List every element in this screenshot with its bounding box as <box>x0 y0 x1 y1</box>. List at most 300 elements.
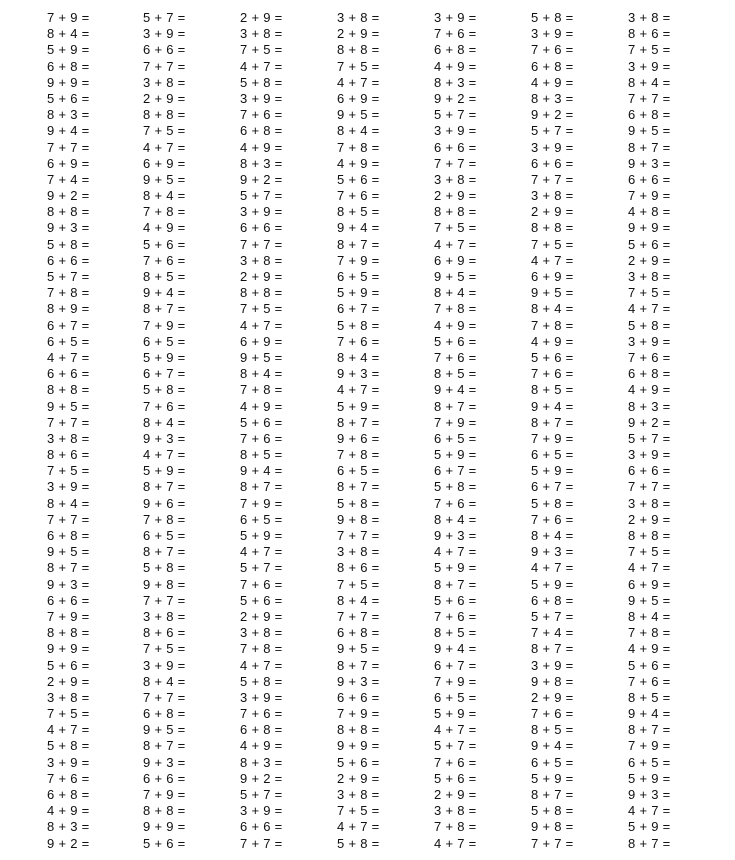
addition-problem: 7 + 8 = <box>240 641 283 657</box>
addition-problem: 8 + 8 = <box>434 204 477 220</box>
addition-problem: 8 + 8 = <box>47 382 90 398</box>
addition-problem: 2 + 9 = <box>434 188 477 204</box>
addition-problem: 8 + 4 = <box>337 349 380 365</box>
addition-problem: 9 + 5 = <box>240 349 283 365</box>
addition-problem: 6 + 6 = <box>143 770 186 786</box>
addition-problem: 5 + 9 = <box>337 285 380 301</box>
addition-problem: 5 + 6 = <box>47 90 90 106</box>
addition-problem: 8 + 8 = <box>240 285 283 301</box>
addition-problem: 7 + 5 = <box>337 803 380 819</box>
addition-problem: 3 + 9 = <box>434 123 477 139</box>
addition-problem: 7 + 9 = <box>628 188 671 204</box>
addition-problem: 7 + 7 = <box>47 414 90 430</box>
addition-problem: 8 + 9 = <box>47 301 90 317</box>
addition-problem: 6 + 5 = <box>337 463 380 479</box>
addition-problem: 9 + 9 = <box>143 819 186 835</box>
addition-problem: 5 + 6 = <box>337 171 380 187</box>
addition-problem: 9 + 3 = <box>337 366 380 382</box>
addition-problem: 6 + 5 = <box>47 333 90 349</box>
addition-problem: 4 + 7 = <box>47 722 90 738</box>
addition-problem: 3 + 9 = <box>531 26 574 42</box>
addition-problem: 8 + 3 = <box>434 74 477 90</box>
addition-problem: 9 + 5 = <box>531 285 574 301</box>
addition-problem: 7 + 6 = <box>337 333 380 349</box>
addition-problem: 5 + 8 = <box>143 382 186 398</box>
addition-problem: 5 + 9 = <box>531 770 574 786</box>
addition-problem: 7 + 6 = <box>628 673 671 689</box>
addition-problem: 8 + 7 = <box>337 414 380 430</box>
addition-problem: 7 + 6 = <box>531 706 574 722</box>
addition-problem: 5 + 8 = <box>240 673 283 689</box>
addition-problem: 5 + 6 = <box>434 770 477 786</box>
addition-problem: 9 + 2 = <box>628 414 671 430</box>
addition-problem: 6 + 5 = <box>628 754 671 770</box>
addition-problem: 9 + 3 = <box>531 544 574 560</box>
addition-problem: 5 + 6 = <box>240 592 283 608</box>
addition-problem: 7 + 8 = <box>143 204 186 220</box>
addition-problem: 7 + 7 = <box>47 139 90 155</box>
addition-problem: 4 + 7 = <box>434 544 477 560</box>
addition-problem: 3 + 9 = <box>47 479 90 495</box>
addition-problem: 8 + 8 = <box>143 107 186 123</box>
addition-problem: 7 + 8 = <box>434 301 477 317</box>
addition-problem: 8 + 6 = <box>143 625 186 641</box>
addition-problem: 3 + 9 = <box>434 10 477 25</box>
addition-problem: 3 + 8 = <box>628 269 671 284</box>
addition-problem: 3 + 8 = <box>531 188 574 204</box>
addition-problem: 9 + 9 = <box>628 220 671 236</box>
addition-problem: 7 + 5 = <box>628 285 671 301</box>
addition-problem: 9 + 3 = <box>143 754 186 770</box>
addition-problem: 3 + 9 = <box>143 657 186 673</box>
addition-problem: 4 + 7 = <box>240 317 283 333</box>
addition-problem: 2 + 9 = <box>47 673 90 689</box>
addition-problem: 8 + 4 = <box>434 511 477 527</box>
addition-problem: 7 + 6 = <box>531 42 574 58</box>
addition-problem: 8 + 7 = <box>337 236 380 252</box>
addition-problem: 7 + 5 = <box>240 42 283 58</box>
addition-problem: 2 + 9 = <box>434 787 477 802</box>
addition-problem: 7 + 6 = <box>337 188 380 204</box>
addition-problem: 7 + 8 = <box>240 382 283 398</box>
addition-problem: 9 + 8 = <box>531 819 574 835</box>
addition-problem: 9 + 4 = <box>434 641 477 657</box>
addition-problem: 3 + 9 = <box>143 26 186 42</box>
addition-problem: 6 + 9 = <box>47 155 90 171</box>
addition-problem: 3 + 8 = <box>337 544 380 560</box>
addition-problem: 7 + 6 = <box>531 366 574 382</box>
addition-problem: 7 + 7 = <box>143 689 186 705</box>
addition-problem: 8 + 4 = <box>337 123 380 139</box>
addition-problem: 3 + 8 = <box>240 625 283 641</box>
addition-problem: 9 + 5 = <box>143 722 186 738</box>
addition-problem: 8 + 4 = <box>143 188 186 204</box>
addition-problem: 6 + 5 = <box>143 333 186 349</box>
addition-problem: 6 + 7 = <box>434 657 477 673</box>
addition-problem: 9 + 4 = <box>628 706 671 722</box>
addition-problem: 8 + 5 = <box>531 382 574 398</box>
addition-problem: 8 + 8 = <box>531 220 574 236</box>
addition-problem: 7 + 9 = <box>143 787 186 802</box>
addition-problem: 8 + 7 = <box>628 835 671 851</box>
addition-problem: 7 + 5 = <box>143 641 186 657</box>
addition-problem: 9 + 4 = <box>531 398 574 414</box>
addition-problem: 4 + 7 = <box>143 139 186 155</box>
addition-problem: 8 + 7 = <box>47 560 90 576</box>
addition-problem: 6 + 5 = <box>434 430 477 446</box>
addition-problem: 3 + 8 = <box>143 74 186 90</box>
addition-problem: 7 + 7 = <box>240 835 283 851</box>
addition-problem: 8 + 3 = <box>47 819 90 835</box>
addition-problem: 8 + 7 = <box>143 738 186 754</box>
addition-problem: 6 + 5 = <box>531 754 574 770</box>
addition-problem: 9 + 5 = <box>628 123 671 139</box>
addition-problem: 7 + 6 = <box>240 576 283 592</box>
addition-problem: 7 + 9 = <box>47 608 90 624</box>
addition-problem: 8 + 8 = <box>47 204 90 220</box>
addition-problem: 7 + 5 = <box>47 463 90 479</box>
addition-problem: 8 + 5 = <box>434 625 477 641</box>
addition-problem: 8 + 7 = <box>531 414 574 430</box>
addition-problem: 6 + 9 = <box>531 269 574 284</box>
addition-problem: 5 + 6 = <box>628 236 671 252</box>
addition-problem: 6 + 6 = <box>531 155 574 171</box>
addition-problem: 3 + 8 = <box>143 608 186 624</box>
addition-problem: 5 + 7 = <box>240 188 283 204</box>
addition-problem: 9 + 2 = <box>240 171 283 187</box>
addition-problem: 7 + 5 = <box>240 301 283 317</box>
addition-problem: 9 + 9 = <box>47 641 90 657</box>
addition-problem: 7 + 6 = <box>240 107 283 123</box>
addition-problem: 4 + 7 = <box>240 58 283 74</box>
addition-problem: 9 + 2 = <box>47 188 90 204</box>
addition-problem: 7 + 4 = <box>531 625 574 641</box>
addition-problem: 5 + 8 = <box>434 479 477 495</box>
addition-problem: 5 + 7 = <box>434 738 477 754</box>
addition-problem: 4 + 9 = <box>628 641 671 657</box>
addition-problem: 7 + 7 = <box>47 511 90 527</box>
addition-problem: 9 + 5 = <box>337 107 380 123</box>
problem-column-1 <box>47 10 137 852</box>
addition-problem: 5 + 9 = <box>240 528 283 543</box>
addition-problem: 8 + 7 = <box>143 479 186 495</box>
addition-problem: 9 + 4 = <box>337 220 380 236</box>
addition-problem: 3 + 9 = <box>531 139 574 155</box>
addition-problem: 8 + 8 = <box>143 803 186 819</box>
addition-problem: 5 + 7 = <box>434 107 477 123</box>
addition-problem: 5 + 8 = <box>47 236 90 252</box>
addition-problem: 6 + 5 = <box>240 511 283 527</box>
addition-problem: 6 + 7 = <box>143 366 186 382</box>
addition-problem: 7 + 8 = <box>434 819 477 835</box>
addition-problem: 6 + 8 = <box>47 787 90 802</box>
addition-problem: 4 + 7 = <box>628 301 671 317</box>
addition-problem: 6 + 6 = <box>628 171 671 187</box>
addition-problem: 3 + 8 = <box>47 430 90 446</box>
problem-column-3 <box>240 10 330 852</box>
addition-problem: 5 + 8 = <box>628 317 671 333</box>
addition-problem: 6 + 8 = <box>240 123 283 139</box>
addition-problem: 7 + 7 = <box>628 479 671 495</box>
addition-problem: 7 + 6 = <box>434 349 477 365</box>
addition-problem: 7 + 9 = <box>337 706 380 722</box>
addition-problem: 8 + 7 = <box>143 301 186 317</box>
addition-problem: 3 + 8 = <box>434 803 477 819</box>
addition-problem: 8 + 7 = <box>143 544 186 560</box>
addition-problem: 2 + 9 = <box>531 689 574 705</box>
addition-problem: 6 + 8 = <box>337 625 380 641</box>
addition-problem: 5 + 7 = <box>628 430 671 446</box>
addition-problem: 8 + 7 = <box>337 479 380 495</box>
addition-problem: 5 + 9 = <box>531 576 574 592</box>
addition-problem: 5 + 8 = <box>143 560 186 576</box>
addition-problem: 9 + 3 = <box>143 430 186 446</box>
addition-problem: 7 + 6 = <box>434 495 477 511</box>
addition-problem: 9 + 4 = <box>434 382 477 398</box>
addition-problem: 2 + 9 = <box>143 90 186 106</box>
addition-problem: 8 + 8 = <box>337 42 380 58</box>
addition-problem: 5 + 9 = <box>337 398 380 414</box>
addition-problem: 9 + 6 = <box>337 430 380 446</box>
addition-problem: 7 + 5 = <box>47 706 90 722</box>
addition-problem: 5 + 8 = <box>531 803 574 819</box>
addition-problem: 9 + 2 = <box>531 107 574 123</box>
addition-problem: 7 + 7 = <box>337 608 380 624</box>
addition-problem: 8 + 7 = <box>628 139 671 155</box>
addition-problem: 8 + 5 = <box>531 722 574 738</box>
addition-problem: 9 + 8 = <box>143 576 186 592</box>
addition-problem: 4 + 9 = <box>240 139 283 155</box>
addition-problem: 9 + 4 = <box>240 463 283 479</box>
addition-problem: 2 + 9 = <box>337 26 380 42</box>
addition-problem: 8 + 5 = <box>628 689 671 705</box>
addition-problem: 9 + 8 = <box>531 673 574 689</box>
addition-problem: 5 + 9 = <box>628 770 671 786</box>
addition-problem: 4 + 9 = <box>47 803 90 819</box>
addition-problem: 4 + 9 = <box>143 220 186 236</box>
addition-problem: 6 + 6 = <box>143 42 186 58</box>
addition-problem: 8 + 5 = <box>240 447 283 463</box>
addition-problem: 5 + 8 = <box>531 10 574 25</box>
addition-problem: 7 + 5 = <box>531 236 574 252</box>
addition-problem: 9 + 9 = <box>47 74 90 90</box>
addition-problem: 6 + 6 = <box>434 139 477 155</box>
addition-problem: 7 + 6 = <box>434 26 477 42</box>
addition-problem: 4 + 7 = <box>337 382 380 398</box>
addition-problem: 5 + 8 = <box>240 74 283 90</box>
addition-problem: 3 + 9 = <box>240 803 283 819</box>
addition-problem: 3 + 9 = <box>240 689 283 705</box>
addition-problem: 5 + 7 = <box>240 787 283 802</box>
problem-column-4 <box>337 10 427 852</box>
addition-problem: 5 + 6 = <box>337 754 380 770</box>
addition-problem: 8 + 4 = <box>337 592 380 608</box>
addition-problem: 4 + 9 = <box>628 382 671 398</box>
addition-problem: 8 + 4 = <box>531 528 574 543</box>
addition-problem: 7 + 8 = <box>628 625 671 641</box>
addition-problem: 5 + 9 = <box>143 349 186 365</box>
addition-problem: 4 + 7 = <box>240 657 283 673</box>
addition-problem: 6 + 5 = <box>337 269 380 284</box>
addition-problem: 7 + 8 = <box>337 447 380 463</box>
addition-problem: 6 + 9 = <box>143 155 186 171</box>
addition-problem: 9 + 5 = <box>143 171 186 187</box>
addition-problem: 4 + 7 = <box>434 236 477 252</box>
addition-problem: 9 + 3 = <box>628 787 671 802</box>
addition-problem: 5 + 6 = <box>434 592 477 608</box>
addition-problem: 6 + 6 = <box>337 689 380 705</box>
addition-problem: 8 + 7 = <box>337 657 380 673</box>
addition-problem: 7 + 8 = <box>531 317 574 333</box>
addition-problem: 2 + 9 = <box>240 608 283 624</box>
addition-problem: 6 + 6 = <box>47 366 90 382</box>
addition-problem: 4 + 7 = <box>47 349 90 365</box>
addition-problem: 9 + 2 = <box>47 835 90 851</box>
addition-problem: 5 + 9 = <box>628 819 671 835</box>
addition-problem: 4 + 9 = <box>240 738 283 754</box>
addition-problem: 2 + 9 = <box>240 269 283 284</box>
addition-problem: 8 + 8 = <box>337 722 380 738</box>
addition-problem: 5 + 7 = <box>531 123 574 139</box>
addition-problem: 7 + 5 = <box>434 220 477 236</box>
addition-problem: 6 + 6 = <box>628 463 671 479</box>
addition-problem: 4 + 7 = <box>628 803 671 819</box>
addition-problem: 4 + 7 = <box>434 722 477 738</box>
addition-problem: 8 + 7 = <box>240 479 283 495</box>
addition-problem: 8 + 4 = <box>240 366 283 382</box>
addition-problem: 6 + 7 = <box>337 301 380 317</box>
addition-problem: 5 + 9 = <box>143 463 186 479</box>
addition-problem: 8 + 4 = <box>531 301 574 317</box>
addition-problem: 8 + 4 = <box>628 74 671 90</box>
addition-problem: 7 + 7 = <box>240 236 283 252</box>
addition-problem: 3 + 8 = <box>47 689 90 705</box>
addition-problem: 7 + 7 = <box>337 528 380 543</box>
addition-problem: 5 + 7 = <box>240 560 283 576</box>
addition-problem: 4 + 7 = <box>337 819 380 835</box>
addition-problem: 7 + 6 = <box>143 252 186 268</box>
addition-problem: 8 + 4 = <box>434 285 477 301</box>
addition-problem: 8 + 5 = <box>337 204 380 220</box>
addition-problem: 6 + 7 = <box>531 479 574 495</box>
addition-problem: 7 + 9 = <box>434 673 477 689</box>
addition-problem: 6 + 9 = <box>628 576 671 592</box>
addition-problem: 6 + 6 = <box>240 220 283 236</box>
addition-problem: 8 + 3 = <box>240 754 283 770</box>
addition-problem: 3 + 9 = <box>47 754 90 770</box>
addition-problem: 2 + 9 = <box>531 204 574 220</box>
addition-problem: 9 + 5 = <box>337 641 380 657</box>
addition-problem: 7 + 5 = <box>628 544 671 560</box>
addition-problem: 3 + 9 = <box>240 90 283 106</box>
addition-problem: 9 + 2 = <box>240 770 283 786</box>
addition-problem: 8 + 3 = <box>628 398 671 414</box>
addition-problem: 7 + 8 = <box>47 285 90 301</box>
addition-problem: 6 + 8 = <box>47 528 90 543</box>
addition-problem: 7 + 7 = <box>531 171 574 187</box>
addition-problem: 5 + 9 = <box>531 463 574 479</box>
addition-problem: 4 + 9 = <box>531 74 574 90</box>
addition-problem: 3 + 8 = <box>434 171 477 187</box>
addition-problem: 6 + 9 = <box>434 252 477 268</box>
addition-problem: 6 + 7 = <box>47 317 90 333</box>
addition-problem: 9 + 3 = <box>434 528 477 543</box>
addition-problem: 7 + 4 = <box>47 171 90 187</box>
addition-problem: 6 + 8 = <box>240 722 283 738</box>
addition-problem: 5 + 9 = <box>434 706 477 722</box>
addition-problem: 3 + 8 = <box>337 10 380 25</box>
addition-problem: 7 + 8 = <box>337 139 380 155</box>
problem-column-6 <box>531 10 621 852</box>
addition-problem: 9 + 5 = <box>434 269 477 284</box>
addition-problem: 8 + 4 = <box>47 26 90 42</box>
addition-problem: 6 + 5 = <box>531 447 574 463</box>
addition-problem: 9 + 3 = <box>337 673 380 689</box>
addition-problem: 7 + 6 = <box>434 608 477 624</box>
problem-column-2 <box>143 10 233 852</box>
addition-problem: 5 + 8 = <box>337 317 380 333</box>
addition-problem: 5 + 8 = <box>47 738 90 754</box>
addition-problem: 9 + 6 = <box>143 495 186 511</box>
addition-problem: 9 + 4 = <box>143 285 186 301</box>
addition-problem: 9 + 8 = <box>337 511 380 527</box>
addition-problem: 4 + 7 = <box>531 560 574 576</box>
addition-problem: 7 + 6 = <box>531 511 574 527</box>
addition-problem: 9 + 4 = <box>47 123 90 139</box>
addition-problem: 9 + 2 = <box>434 90 477 106</box>
addition-problem: 8 + 7 = <box>434 398 477 414</box>
addition-problem: 4 + 9 = <box>434 317 477 333</box>
addition-problem: 6 + 6 = <box>47 592 90 608</box>
addition-problem: 9 + 3 = <box>47 220 90 236</box>
addition-problem: 6 + 5 = <box>434 689 477 705</box>
addition-problem: 4 + 9 = <box>240 398 283 414</box>
addition-problem: 8 + 3 = <box>240 155 283 171</box>
addition-problem: 8 + 4 = <box>628 608 671 624</box>
addition-problem: 8 + 4 = <box>47 495 90 511</box>
addition-problem: 6 + 6 = <box>240 819 283 835</box>
addition-problem: 7 + 5 = <box>143 123 186 139</box>
addition-problem: 6 + 9 = <box>240 333 283 349</box>
addition-problem: 9 + 9 = <box>337 738 380 754</box>
addition-problem: 8 + 7 = <box>628 722 671 738</box>
addition-problem: 9 + 5 = <box>628 592 671 608</box>
addition-problem: 3 + 9 = <box>240 204 283 220</box>
addition-problem: 7 + 7 = <box>143 58 186 74</box>
addition-problem: 3 + 8 = <box>628 495 671 511</box>
addition-problem: 3 + 9 = <box>628 333 671 349</box>
addition-problem: 8 + 5 = <box>434 366 477 382</box>
addition-problem: 5 + 8 = <box>337 495 380 511</box>
addition-problem: 7 + 9 = <box>240 495 283 511</box>
addition-problem: 8 + 6 = <box>628 26 671 42</box>
addition-problem: 8 + 3 = <box>47 107 90 123</box>
addition-problem: 4 + 9 = <box>337 155 380 171</box>
addition-problem: 4 + 8 = <box>628 204 671 220</box>
addition-problem: 8 + 7 = <box>531 641 574 657</box>
addition-problem: 5 + 6 = <box>628 657 671 673</box>
addition-problem: 7 + 5 = <box>337 576 380 592</box>
addition-problem: 7 + 9 = <box>143 317 186 333</box>
addition-problem: 5 + 9 = <box>47 42 90 58</box>
addition-problem: 5 + 6 = <box>531 349 574 365</box>
addition-problem: 7 + 7 = <box>143 592 186 608</box>
addition-problem: 3 + 8 = <box>240 26 283 42</box>
addition-problem: 7 + 6 = <box>434 754 477 770</box>
addition-problem: 9 + 3 = <box>47 576 90 592</box>
addition-problem: 8 + 3 = <box>531 90 574 106</box>
addition-problem: 6 + 8 = <box>143 706 186 722</box>
